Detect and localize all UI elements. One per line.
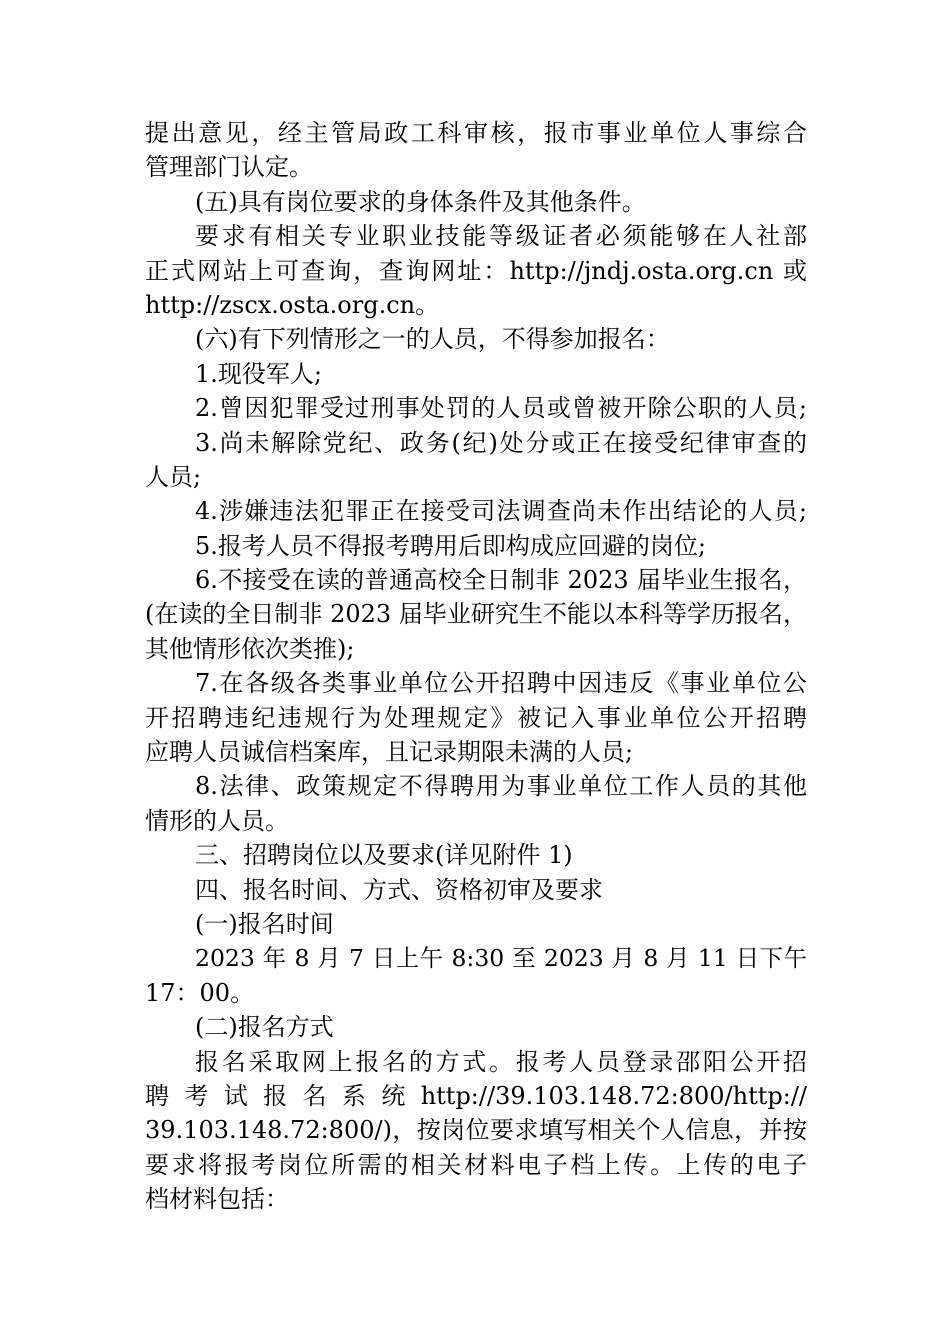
text-line: 39.103.148.72:800/)，按岗位要求填写相关个人信息，并按 <box>145 1116 807 1145</box>
text-line: 4.涉嫌违法犯罪正在接受司法调查尚未作出结论的人员; <box>195 497 807 526</box>
text-line: 报名采取网上报名的方式。报考人员登录邵阳公开招 <box>195 1047 807 1076</box>
text-line: (五)具有岗位要求的身体条件及其他条件。 <box>195 187 646 216</box>
text-line: 人员; <box>145 462 202 491</box>
text-line: 应聘人员诚信档案库，且记录期限未满的人员; <box>145 738 634 767</box>
text-line: http://zscx.osta.org.cn。 <box>145 290 440 319</box>
text-line: 聘 考 试 报 名 系 统 http://39.103.148.72:800/http:// <box>145 1081 807 1110</box>
text-line: 正式网站上可查询，查询网址：http://jndj.osta.org.cn 或 <box>145 256 807 285</box>
text-line: 5.报考人员不得报考聘用后即构成应回避的岗位; <box>195 531 706 560</box>
text-line: 1.现役军人; <box>195 359 322 388</box>
text-line: 开招聘违纪违规行为处理规定》被记入事业单位公开招聘 <box>145 703 807 732</box>
text-line: (六)有下列情形之一的人员，不得参加报名： <box>195 325 670 354</box>
subsection-heading: (二)报名方式 <box>195 1013 334 1042</box>
text-line: (在读的全日制非 2023 届毕业研究生不能以本科等学历报名， <box>145 600 807 629</box>
text-line: 情形的人员。 <box>145 806 289 835</box>
text-line: 7.在各级各类事业单位公开招聘中因违反《事业单位公 <box>195 669 807 698</box>
subsection-heading: (一)报名时间 <box>195 909 334 938</box>
text-line: 管理部门认定。 <box>145 153 313 182</box>
text-line: 3.尚未解除党纪、政务(纪)处分或正在接受纪律审查的 <box>195 428 807 457</box>
text-line: 要求有相关专业职业技能等级证者必须能够在人社部 <box>195 222 807 251</box>
text-line: 档材料包括： <box>145 1185 289 1214</box>
text-line: 提出意见，经主管局政工科审核，报市事业单位人事综合 <box>145 119 807 147</box>
text-line: 2.曾因犯罪受过刑事处罚的人员或曾被开除公职的人员; <box>195 394 807 423</box>
text-line: 要求将报考岗位所需的相关材料电子档上传。上传的电子 <box>145 1150 807 1179</box>
text-line: 17：00。 <box>145 978 255 1007</box>
text-line: 其他情形依次类推); <box>145 634 355 663</box>
text-line: 8.法律、政策规定不得聘用为事业单位工作人员的其他 <box>195 772 807 801</box>
section-heading: 四、报名时间、方式、资格初审及要求 <box>195 875 603 904</box>
section-heading: 三、招聘岗位以及要求(详见附件 1) <box>195 841 573 870</box>
text-line: 6.不接受在读的普通高校全日制非 2023 届毕业生报名， <box>195 566 807 595</box>
document-body <box>145 116 807 1217</box>
text-line: 2023 年 8 月 7 日上午 8:30 至 2023 月 8 月 11 日下午 <box>195 944 807 973</box>
